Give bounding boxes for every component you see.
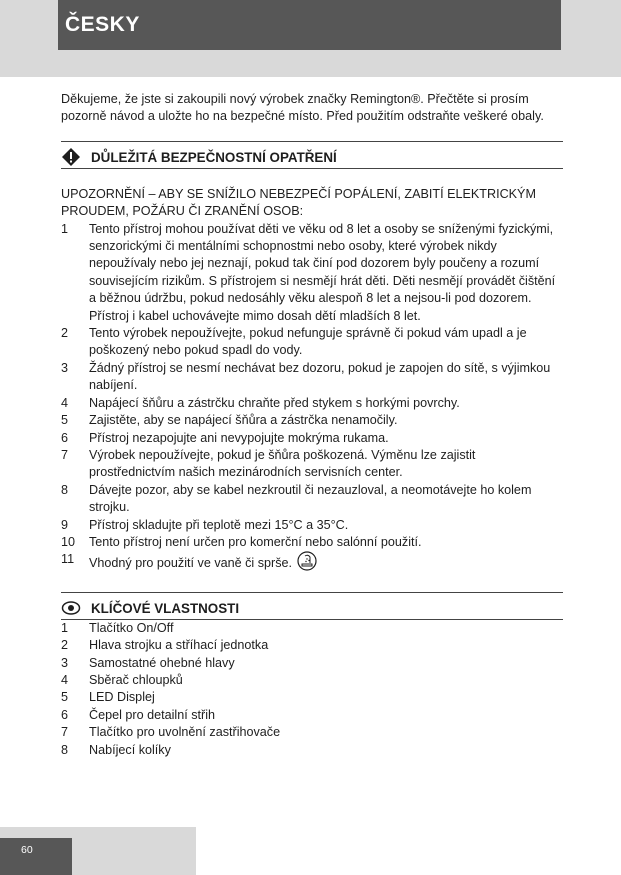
list-item-number: 7 <box>61 725 69 740</box>
list-item <box>61 517 563 534</box>
list-item-text <box>89 325 563 360</box>
list-item-text <box>89 551 563 576</box>
list-item <box>61 689 563 706</box>
warning-diamond-icon <box>61 147 81 167</box>
list-item-label: Nabíjecí kolíky <box>89 742 171 757</box>
list-item <box>61 447 563 482</box>
list-item <box>61 534 563 551</box>
list-item-number: 5 <box>61 413 69 428</box>
list-item-number: 4 <box>61 672 69 687</box>
list-item-number: 3 <box>61 360 69 375</box>
list-item <box>61 742 563 759</box>
list-item-text <box>89 742 563 759</box>
list-item-number: 2 <box>61 638 69 653</box>
list-item-label: Samostatné ohebné hlavy <box>89 655 235 670</box>
list-item <box>61 221 563 325</box>
features-heading-label: KLÍČOVÉ VLASTNOSTI <box>91 600 240 616</box>
list-item <box>61 637 563 654</box>
list-item-number: 7 <box>61 447 69 462</box>
eye-icon <box>61 598 81 618</box>
list-item-number: 6 <box>61 707 69 722</box>
list-item <box>61 655 563 672</box>
list-item-number: 10 <box>61 534 76 549</box>
list-item-label: Žádný přístroj se nesmí nechávat bez dozoru, pokud je zapojen do sítě, s výjimkou nabíjení. <box>89 360 551 393</box>
list-item <box>61 325 563 360</box>
page-content <box>61 91 563 759</box>
list-item <box>61 707 563 724</box>
list-item-label: Hlava strojku a stříhací jednotka <box>89 638 269 653</box>
list-item <box>61 412 563 429</box>
list-item-text <box>89 221 563 325</box>
list-item-label: Čepel pro detailní střih <box>89 707 216 722</box>
page-title: ČESKY <box>58 0 561 50</box>
safety-heading-label: DŮLEŽITÁ BEZPEČNOSTNÍ OPATŘENÍ <box>91 149 337 165</box>
list-item-label: Dávejte pozor, aby se kabel nezkroutil či nezauzloval, a neomotávejte ho kolem strojku. <box>89 482 532 515</box>
list-item-number: 11 <box>61 552 75 567</box>
list-item-label: Sběrač chloupků <box>89 672 183 687</box>
list-item <box>61 551 563 576</box>
list-item-number: 8 <box>61 742 69 757</box>
list-item <box>61 430 563 447</box>
list-item-label: Vhodný pro použití ve vaně či sprše. <box>89 556 293 571</box>
page-number: 60 <box>0 838 72 875</box>
features-heading <box>61 592 563 620</box>
safety-heading <box>61 141 563 169</box>
list-item-text <box>89 689 563 706</box>
list-item-label: Výrobek nepoužívejte, pokud je šňůra poškozená. Výměnu lze zajistit prostřednictvím našich mezinárodních servisních center. <box>89 447 476 480</box>
list-item-number: 1 <box>61 620 69 635</box>
safety-list <box>61 221 563 577</box>
shower-icon <box>296 551 318 576</box>
list-item-text <box>89 412 563 429</box>
list-item-number: 1 <box>61 221 69 236</box>
list-item-text <box>89 672 563 689</box>
list-item-label: Tento přístroj mohou používat děti ve věku od 8 let a osoby se sníženými fyzickými, senzorickými či mentálními schopnostmi nebo osoby, které výrobek nikdy nepoužívaly nebo jej neznají, pokud tak činí pod dozorem byly poučeny a rozumí souvisejícím rizikům. S přístrojem si nesmějí hrát děti. Děti nesmějí provádět čištění a běžnou údržbu, pokud nedosáhly věku alespoň 8 let a nejsou-li pod dozorem. Přístroj i kabel uchovávejte mimo dosah dětí mladších 8 let. <box>89 221 556 323</box>
list-item <box>61 482 563 517</box>
list-item-text <box>89 655 563 672</box>
list-item-text <box>89 360 563 395</box>
list-item <box>61 672 563 689</box>
list-item-text <box>89 482 563 517</box>
list-item-text <box>89 447 563 482</box>
list-item-number: 9 <box>61 517 69 532</box>
warning-lead: UPOZORNĚNÍ – ABY SE SNÍŽILO NEBEZPEČÍ POPÁLENÍ, ZABITÍ ELEKTRICKÝM PROUDEM, POŽÁRU ČI ZRANĚNÍ OSOB: <box>61 186 536 219</box>
list-item-text <box>89 534 563 551</box>
list-item-text <box>89 724 563 741</box>
list-item-label: Napájecí šňůru a zástrčku chraňte před stykem s horkými povrchy. <box>89 395 460 410</box>
list-item-text <box>89 517 563 534</box>
list-item-label: Tlačítko pro uvolnění zastřihovače <box>89 725 281 740</box>
list-item <box>61 395 563 412</box>
list-item-number: 3 <box>61 655 69 670</box>
list-item <box>61 360 563 395</box>
list-item-number: 4 <box>61 395 69 410</box>
list-item-text <box>89 620 563 637</box>
list-item-label: Tento přístroj není určen pro komerční nebo salónní použití. <box>89 534 422 549</box>
list-item-number: 2 <box>61 326 69 341</box>
intro-paragraph: Děkujeme, že jste si zakoupili nový výrobek značky Remington®. Přečtěte si prosím pozorně návod a uložte ho na bezpečné místo. Před použitím odstraňte veškeré obaly. <box>61 92 544 124</box>
list-item-number: 5 <box>61 690 69 705</box>
list-item <box>61 724 563 741</box>
list-item-label: LED Displej <box>89 690 155 705</box>
features-list <box>61 620 563 759</box>
list-item-label: Přístroj skladujte při teplotě mezi 15°C a 35°C. <box>89 517 349 532</box>
list-item-number: 6 <box>61 430 69 445</box>
list-item-text <box>89 430 563 447</box>
list-item-number: 8 <box>61 482 69 497</box>
list-item-text <box>89 707 563 724</box>
list-item-text <box>89 637 563 654</box>
list-item-label: Zajistěte, aby se napájecí šňůra a zástrčka nenamočily. <box>89 413 398 428</box>
list-item-label: Tento výrobek nepoužívejte, pokud nefunguje správně či pokud vám upadl a je poškozený nebo pokud spadl do vody. <box>89 326 527 358</box>
list-item-text <box>89 395 563 412</box>
list-item-label: Tlačítko On/Off <box>89 620 174 635</box>
list-item <box>61 620 563 637</box>
list-item-label: Přístroj nezapojujte ani nevypojujte mokrýma rukama. <box>89 430 389 445</box>
